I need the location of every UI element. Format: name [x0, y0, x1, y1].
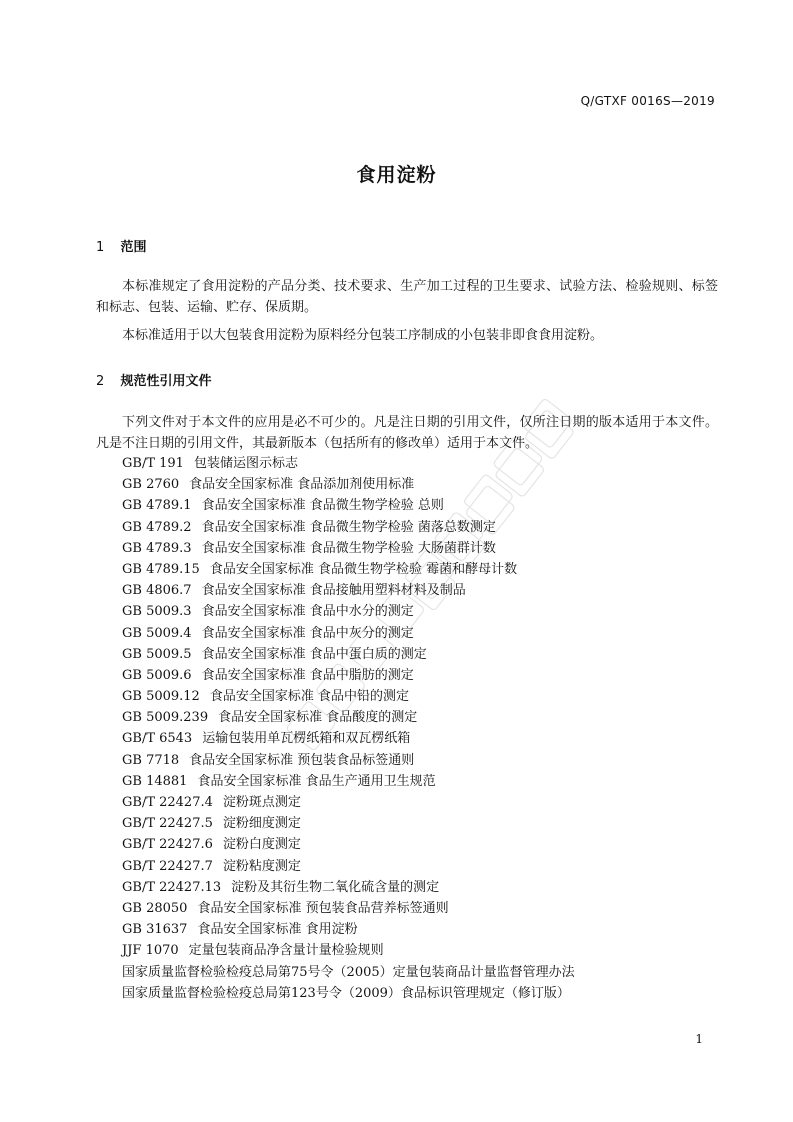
list-item: GB/T 191 包装储运图示标志: [122, 456, 298, 471]
list-item: GB 4789.3 食品安全国家标准 食品微生物学检验 大肠菌群计数: [122, 540, 496, 556]
scope-paragraph-1: 本标准规定了食用淀粉的产品分类、技术要求、生产加工过程的卫生要求、试验方法、检验规则、标签和标志、包装、运输、贮存、保质期。: [96, 279, 718, 315]
list-item: 国家质量监督检验检疫总局第123号令（2009）食品标识管理规定（修订版）: [122, 985, 570, 1001]
page-number: 1: [695, 1032, 703, 1046]
list-item: GB 14881 食品安全国家标准 食品生产通用卫生规范: [122, 773, 436, 789]
section-number: 1: [96, 240, 105, 255]
list-item: GB/T 22427.5 淀粉细度测定: [122, 816, 301, 832]
list-item: GB 2760 食品安全国家标准 食品添加剂使用标准: [122, 477, 415, 493]
list-item: GB 5009.5 食品安全国家标准 食品中蛋白质的测定: [122, 646, 427, 662]
list-item: GB 4789.1 食品安全国家标准 食品微生物学检验 总则: [122, 498, 444, 514]
list-item: GB 5009.239 食品安全国家标准 食品酸度的测定: [122, 710, 418, 726]
list-item: GB 5009.4 食品安全国家标准 食品中灰分的测定: [122, 625, 414, 641]
section-number: 2: [96, 374, 105, 389]
list-item: JJF 1070 定量包装商品净含量计量检验规则: [122, 943, 384, 959]
list-item: GB/T 22427.7 淀粉粘度测定: [122, 858, 301, 874]
section-title: 范围: [120, 240, 147, 255]
references-intro-paragraph: 下列文件对于本文件的应用是必不可少的。凡是注日期的引用文件，仅所注日期的版本适用于本文件。凡是不注日期的引用文件，其最新版本（包括所有的修改单）适用于本文件。: [96, 415, 718, 451]
list-item: GB 4789.15 食品安全国家标准 食品微生物学检验 霉菌和酵母计数: [122, 561, 518, 577]
list-item: 国家质量监督检验检疫总局第75号令（2005）定量包装商品计量监督管理办法: [122, 964, 575, 980]
list-item: GB 31637 食品安全国家标准 食用淀粉: [122, 922, 358, 938]
list-item: GB 5009.12 食品安全国家标准 食品中铅的测定: [122, 689, 409, 705]
scope-paragraph-2: 本标准适用于以大包装食用淀粉为原料经分包装工序制成的小包装非即食食用淀粉。: [122, 328, 604, 343]
list-item: GB/T 22427.6 淀粉白度测定: [122, 837, 301, 853]
section-title: 规范性引用文件: [120, 374, 212, 389]
document-code: Q/GTXF 0016S—2019: [580, 94, 715, 108]
reference-list: [122, 453, 575, 1004]
list-item: GB/T 22427.4 淀粉斑点测定: [122, 795, 301, 810]
document-title: 食用淀粉: [356, 164, 437, 186]
list-item: GB 4789.2 食品安全国家标准 食品微生物学检验 菌落总数测定: [122, 519, 496, 535]
list-item: GB/T 22427.13 淀粉及其衍生物二氧化硫含量的测定: [122, 879, 440, 895]
list-item: GB 5009.3 食品安全国家标准 食品中水分的测定: [122, 604, 414, 620]
list-item: GB 28050 食品安全国家标准 预包装食品营养标签通则: [122, 900, 449, 916]
list-item: GB 5009.6 食品安全国家标准 食品中脂肪的测定: [122, 667, 414, 683]
section-1-heading: [96, 236, 147, 255]
list-item: GB 4806.7 食品安全国家标准 食品接触用塑料材料及制品: [122, 583, 466, 599]
list-item: GB/T 6543 运输包装用单瓦楞纸箱和双瓦楞纸箱: [122, 731, 411, 747]
section-2-heading: [96, 370, 212, 389]
list-item: GB 7718 食品安全国家标准 预包装食品标签通则: [122, 752, 415, 768]
